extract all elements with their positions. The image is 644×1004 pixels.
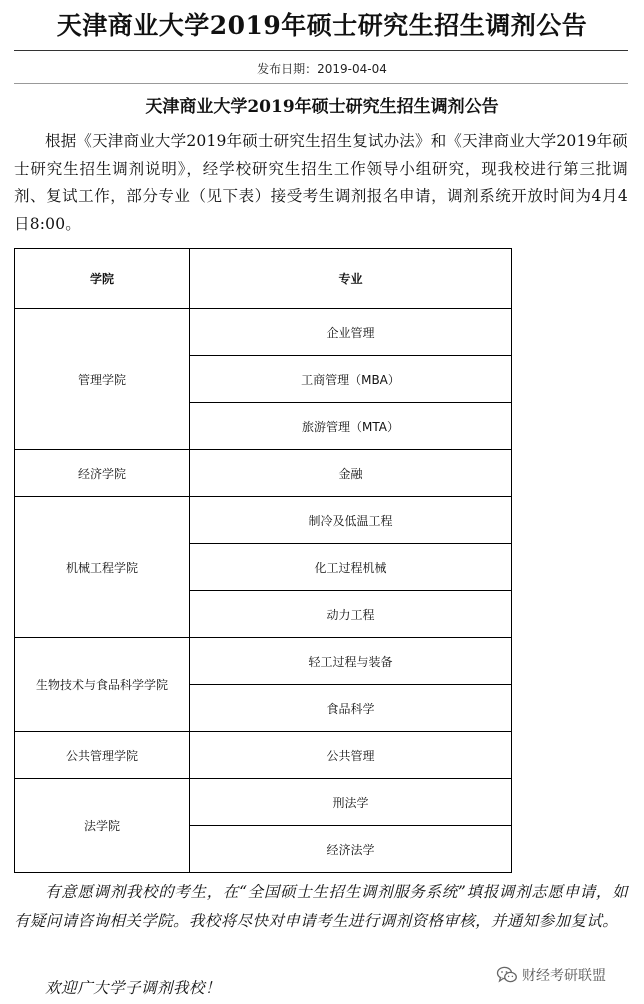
college-cell: 生物技术与食品科学学院 (15, 638, 190, 732)
column-header-major: 专业 (190, 249, 512, 309)
college-cell: 管理学院 (15, 309, 190, 450)
page-title: 天津商业大学2019年硕士研究生招生调剂公告 (56, 11, 588, 40)
publish-date-row (0, 59, 644, 79)
table-header-row (15, 249, 512, 309)
table-row (15, 638, 512, 685)
welcome-line: 欢迎广大学子调剂我校！ (45, 979, 222, 997)
title-divider (14, 50, 628, 51)
wechat-icon (496, 965, 518, 985)
publish-date-label: 发布日期： (257, 62, 318, 76)
admissions-table (14, 248, 512, 873)
college-cell: 法学院 (15, 779, 190, 873)
college-cell: 公共管理学院 (15, 732, 190, 779)
table-row (15, 732, 512, 779)
table-row (15, 779, 512, 826)
publish-divider (14, 83, 628, 84)
intro-paragraph: 根据《天津商业大学2019年硕士研究生招生复试办法》和《天津商业大学2019年硕士研究生招生调剂说明》，经学校研究生招生工作领导小组研究，现我校进行第三批调剂、复试工作，部分专业（见下表）接受考生调剂报名申请，调剂系统开放时间为4月4日8:00。 (14, 132, 628, 233)
major-cell: 旅游管理（MTA） (190, 403, 512, 450)
watermark (496, 962, 636, 988)
major-cell: 食品科学 (190, 685, 512, 732)
major-cell: 经济法学 (190, 826, 512, 873)
major-cell: 动力工程 (190, 591, 512, 638)
major-cell: 工商管理（MBA） (190, 356, 512, 403)
major-cell: 金融 (190, 450, 512, 497)
column-header-college: 学院 (15, 249, 190, 309)
college-cell: 经济学院 (15, 450, 190, 497)
article-title: 天津商业大学2019年硕士研究生招生调剂公告 (145, 97, 499, 117)
major-cell: 轻工过程与装备 (190, 638, 512, 685)
major-cell: 刑法学 (190, 779, 512, 826)
major-cell: 制冷及低温工程 (190, 497, 512, 544)
closing-paragraph: 有意愿调剂我校的考生，在“全国硕士生招生调剂服务系统”填报调剂志愿申请，如有疑问请咨询相关学院。我校将尽快对申请考生进行调剂资格审核，并通知参加复试。 (14, 883, 628, 930)
publish-date-value: 2019-04-04 (317, 62, 387, 76)
major-cell: 企业管理 (190, 309, 512, 356)
major-cell: 公共管理 (190, 732, 512, 779)
college-cell: 机械工程学院 (15, 497, 190, 638)
watermark-text: 财经考研联盟 (522, 968, 606, 984)
table-row (15, 450, 512, 497)
table-row (15, 497, 512, 544)
table-row (15, 309, 512, 356)
major-cell: 化工过程机械 (190, 544, 512, 591)
